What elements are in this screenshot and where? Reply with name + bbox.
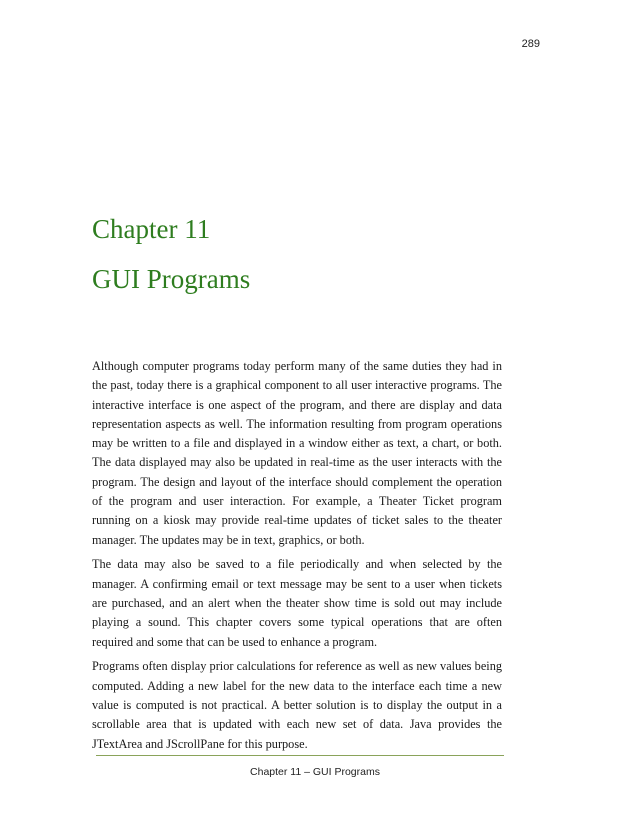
footer-text: Chapter 11 – GUI Programs (250, 766, 380, 778)
chapter-title: GUI Programs (92, 264, 251, 294)
paragraph: The data may also be saved to a file periodically and when selected by the manager. A confirming email or text message may be sent to a user when tickets are purchased, and an alert when the theater show time is sold out may include playing a sound. This chapter covers some typical operations that are often required and some that can be used to enhance a program. (92, 557, 502, 649)
paragraph: Programs often display prior calculations for reference as well as new values being computed. Adding a new label for the new data to the interface each time a new value is computed is not practical. A better solution is to display the output in a scrollable area that is updated with each new set of data. Java provides the JTextArea and JScrollPane for this purpose. (92, 659, 502, 751)
chapter-heading: Chapter 11 (92, 214, 211, 244)
footer-divider (96, 755, 504, 756)
paragraph: Although computer programs today perform many of the same duties they had in the past, today there is a graphical component to all user interactive programs. The interactive interface is one aspect of the program, and there are display and data representation aspects as well. The information resulting from program operations may be written to a file and displayed in a window either as text, a chart, or both. The data displayed may also be updated in real-time as the user interacts with the program. The design and layout of the interface should complement the operation of the program and user interaction. For example, a Theater Ticket program running on a kiosk may provide real-time updates of ticket sales to the theater manager. The updates may be in text, graphics, or both. (92, 359, 502, 547)
page-number: 289 (521, 38, 540, 50)
body-text (92, 357, 502, 759)
